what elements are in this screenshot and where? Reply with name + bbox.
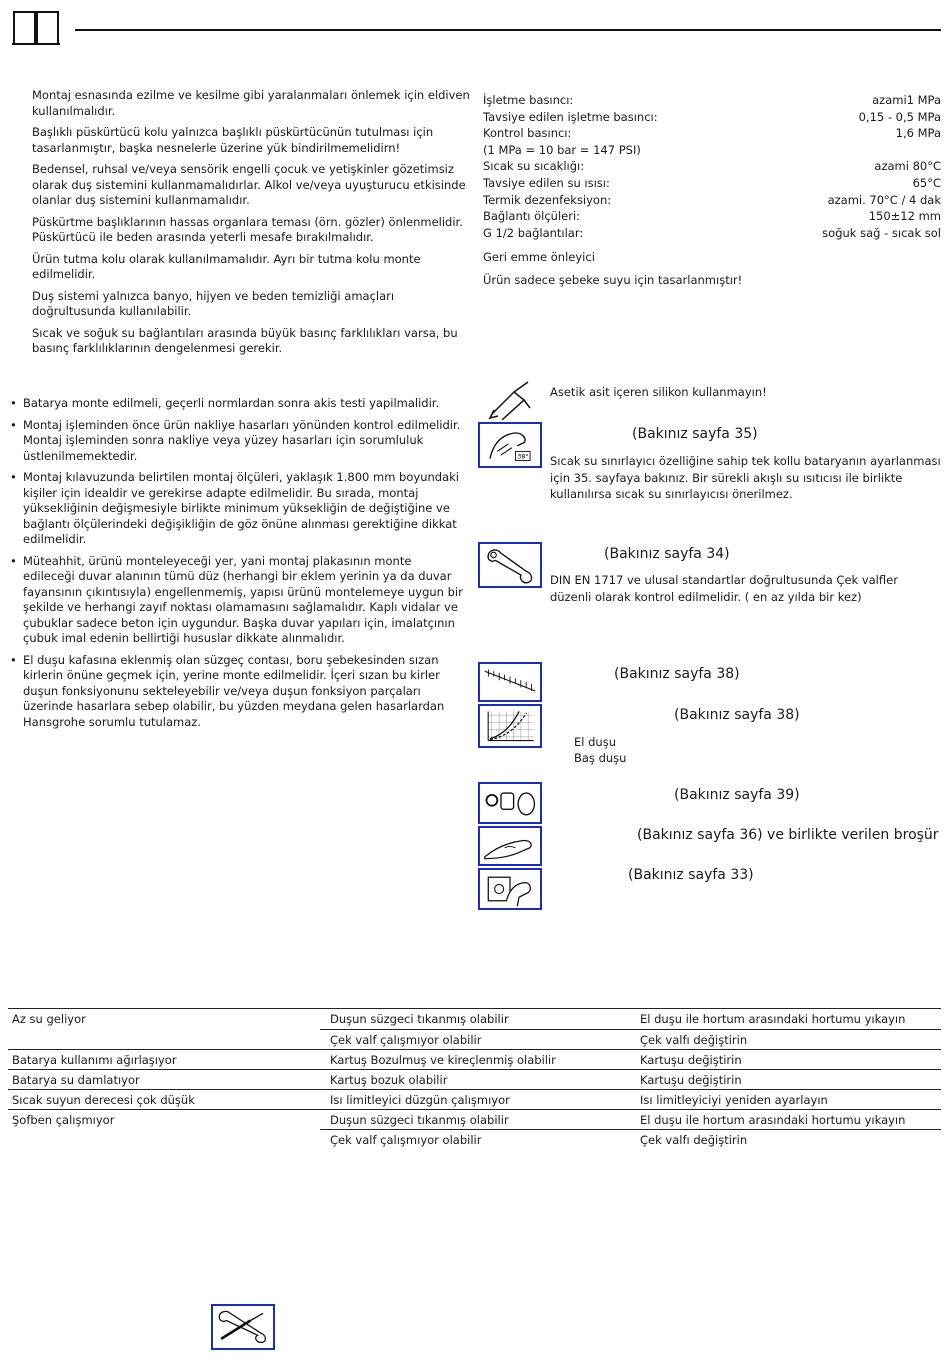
hot-water-limiter-note: Sıcak su sınırlayıcı özelliğine sahip tek kollu bataryanın ayarlanması için 35. sayfaya bakınız. Bir sürekli akışlı su ısıtıcısı ile birlikte kullanılırsa sıcak su sınırlayıcısı önerilmez. [550, 454, 941, 501]
backflow-note: Geri emme önleyici [483, 250, 595, 265]
safety-note: Sıcak ve soğuk su bağlantıları arasında büyük basınç farklılıkları varsa, bu basınç farklılıklarının dengelenmesi gerekir. [32, 325, 458, 355]
spec-row [483, 158, 941, 175]
table-row [8, 1049, 941, 1069]
spare-parts-icon [478, 782, 542, 824]
spec-label: Kontrol basıncı: [483, 126, 572, 141]
spec-row [483, 109, 941, 126]
spec-label: G 1/2 bağlantılar: [483, 225, 584, 240]
problem-cell [8, 1129, 320, 1149]
cause-cell: Duşun süzgeci tıkanmış olabilir [330, 1113, 509, 1127]
hand-shower-label: El duşu [574, 735, 616, 749]
safety-notes [32, 88, 472, 363]
page-ref-38a: (Bakınız sayfa 38) [614, 666, 740, 682]
spec-label: Bağlantı ölçüleri: [483, 209, 581, 224]
spec-label: İşletme basıncı: [483, 93, 574, 107]
head-shower-label: Baş duşu [574, 751, 627, 765]
silicone-note: Asetik asit içeren silikon kullanmayın! [550, 385, 767, 399]
page-ref-36: (Bakınız sayfa 36) ve birlikte verilen broşür [637, 827, 939, 843]
spec-value: soğuk sağ - sıcak sol [822, 225, 941, 240]
wrench-icon [478, 542, 542, 588]
fix-cell: El duşu ile hortum arasındaki hortumu yıkayın [640, 1113, 906, 1127]
table-row [8, 1069, 941, 1089]
water-supply-note: Ürün sadece şebeke suyu için tasarlanmıştır! [483, 272, 743, 287]
page-ref-33: (Bakınız sayfa 33) [628, 867, 754, 883]
table-row [8, 1129, 941, 1149]
safety-note: Püskürtme başlıklarının hassas organlara teması (örn. gözler) önlenmelidir. Püskürtücü ile beden arasında yeterli mesafe bırakılmalıdır. [32, 214, 463, 244]
spec-value: azami 80°C [874, 159, 941, 174]
hand-thermometer-icon [478, 422, 542, 468]
page-ref-34: (Bakınız sayfa 34) [604, 546, 730, 562]
spec-row [483, 192, 941, 209]
wrench-screwdriver-icon [211, 1304, 275, 1350]
install-bullet: • El duşu kafasına eklenmiş olan süzgeç contası, boru şebekesinden sızan kirlerin önüne geçmek için, yerine monte edilmelidir. İçeri sızan bu kirler duşun fonksiyonunu sekteleyebilir ve/veya duşun fonksiyon parçaları üzerinde hasarlara sebep olabilir, bu yüzden meydana gelen hasarlardan Hansgrohe sorumlu tutulamaz. [10, 653, 466, 731]
safety-note: Montaj esnasında ezilme ve kesilme gibi yaralanmaları önlemek için eldiven kullanılmalıdır. [32, 88, 470, 118]
spec-value: 65°C [912, 175, 941, 190]
spec-label: Termik dezenfeksiyon: [483, 192, 612, 207]
safety-note: Başlıklı püskürtücü kolu yalnızca başlıklı püskürtücünün tutulması için tasarlanmıştır, başka nesnelerle üzerine yük bindirilmemelidirn! [32, 125, 434, 155]
install-bullet: • Batarya monte edilmeli, geçerli normlardan sonra akis testi yapilmalidir. [10, 396, 466, 412]
spec-label: (1 MPa = 10 bar = 147 PSI) [483, 142, 641, 157]
cause-cell: Kartuş bozuk olabilir [330, 1073, 448, 1087]
spec-value: azami. 70°C / 4 dak [827, 192, 941, 207]
header-rule [75, 29, 941, 31]
table-row [8, 1109, 941, 1129]
cause-cell: Duşun süzgeci tıkanmış olabilir [330, 1012, 509, 1026]
table-row [8, 1009, 941, 1029]
spec-row [483, 142, 941, 159]
flow-graph-icon [478, 704, 542, 748]
cause-cell: Çek valf çalışmıyor olabilir [320, 1029, 630, 1049]
installation-notes [10, 396, 466, 736]
spec-row [483, 225, 941, 242]
spec-value: 150±12 mm [868, 209, 941, 224]
troubleshooting-table [8, 1008, 941, 1149]
open-book-icon [12, 8, 60, 46]
fix-cell: Kartuşu değiştirin [640, 1053, 742, 1067]
spec-row [483, 175, 941, 192]
spec-row [483, 208, 941, 225]
install-bullet: • Müteahhit, ürünü monteleyeceği yer, yani montaj plakasının monte edileceği duvar alanının tümü düz (herhangi bir eklem yerinin ya da duvar fayansının çıkıntısıyla) engellenmemiş, yapısı ürünü montelemeye uygun bir şekilde ve herhangi zayıf noktası olamamasını sağlamalıdır. Kaplı vidalar ve çubuklar sadece beton için uygundur. Başka duvar yapıları için, imalatçının çubuk imal edenin bellirtiği hususlar dikkate alınmalıdır. [10, 554, 466, 647]
fix-cell: Kartuşu değiştirin [640, 1073, 742, 1087]
hand-handle-icon [478, 868, 542, 910]
page-ref-38b: (Bakınız sayfa 38) [674, 707, 800, 723]
ruler-icon [478, 662, 542, 702]
cause-cell: Kartuş Bozulmuş ve kireçlenmiş olabilir [330, 1053, 556, 1067]
problem-cell [8, 1029, 320, 1049]
spec-value: 1,6 MPa [895, 126, 941, 141]
svg-text:38°: 38° [517, 452, 529, 461]
page-ref-35: (Bakınız sayfa 35) [632, 426, 758, 442]
cause-cell: Çek valf çalışmıyor olabilir [320, 1129, 630, 1149]
problem-cell: Şofben çalışmıyor [12, 1113, 115, 1127]
problem-cell: Batarya kullanımı ağırlaşıyor [12, 1053, 177, 1067]
spec-label: Tavsiye edilen su ısısı: [483, 175, 610, 190]
table-row [8, 1089, 941, 1109]
install-bullet: • Montaj işleminden önce ürün nakliye hasarları yönünden kontrol edilmelidir. Montaj işleminden sonra nakliye veya yüzey hasarları için sorumluluk üstlenilmemektedir. [10, 418, 466, 465]
spec-label: Sıcak su sıcaklığı: [483, 159, 585, 174]
spec-value: 0,15 - 0,5 MPa [858, 109, 941, 124]
fix-cell: Çek valfı değiştirin [630, 1129, 941, 1149]
fix-cell: Isı limitleyiciyi yeniden ayarlayın [640, 1093, 828, 1107]
safety-note: Ürün tutma kolu olarak kullanılmamalıdır. Ayrı bir tutma kolu monte edilmelidir. [32, 251, 421, 281]
install-bullet: • Montaj kılavuzunda belirtilen montaj ölçüleri, yaklaşık 1.800 mm boyundaki kişiler için idealdir ve gerekirse adapte edilmelidir. Bu sırada, montaj yüksekliğinin değişmesiyle birlikte minimum yüksekliğin de değiştiğine ve bağlantı ölçülerindeki değişikliğin de göz önüne alınması gerektiğine dikkat edilmelidir. [10, 470, 466, 548]
spec-row [483, 92, 941, 109]
safety-note: Bedensel, ruhsal ve/veya sensörik engelli çocuk ve yetişkinler gözetimsiz olarak duş sistemini kullanmamalıdırlar. Alkol ve/veya uyuşturucu etkisinde olanlar duş sistemini kullanmamalıdır. [32, 162, 466, 207]
page-ref-39: (Bakınız sayfa 39) [674, 787, 800, 803]
cause-cell: Isı limitleyici düzgün çalışmıyor [330, 1093, 510, 1107]
caulking-gun-icon [484, 380, 544, 420]
safety-note: Duş sistemi yalnızca banyo, hijyen ve beden temizliği amaçları doğrultusunda kullanılabilir. [32, 288, 395, 318]
spec-value: azami1 MPa [872, 93, 941, 107]
spec-row [483, 125, 941, 142]
hand-cleaning-icon [478, 826, 542, 866]
fix-cell: Çek valfı değiştirin [630, 1029, 941, 1049]
problem-cell: Az su geliyor [12, 1012, 86, 1026]
problem-cell: Sıcak suyun derecesi çok düşük [12, 1093, 195, 1107]
table-row [8, 1029, 941, 1049]
problem-cell: Batarya su damlatıyor [12, 1073, 140, 1087]
check-valve-note: DIN EN 1717 ve ulusal standartlar doğrultusunda Çek valfler düzenli olarak kontrol edilmelidir. ( en az yılda bir kez) [550, 573, 898, 604]
spec-label: Tavsiye edilen işletme basıncı: [483, 109, 658, 124]
technical-specs [483, 92, 941, 289]
fix-cell: El duşu ile hortum arasındaki hortumu yıkayın [640, 1012, 906, 1026]
